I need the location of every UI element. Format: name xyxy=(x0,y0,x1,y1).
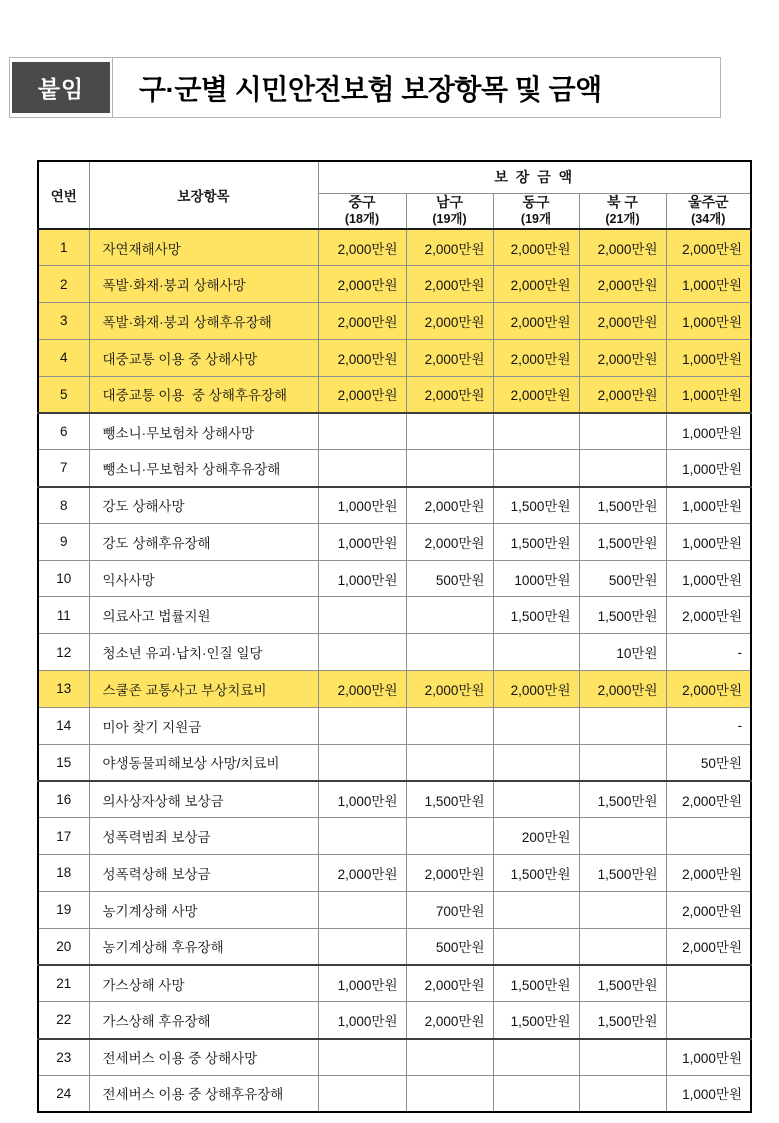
cell-amount-junggu xyxy=(318,634,406,671)
col-header-district-uljugun xyxy=(666,193,751,229)
cell-amount-donggu: 1,500만원 xyxy=(493,965,579,1002)
cell-amount-junggu xyxy=(318,1075,406,1112)
cell-row-number: 2 xyxy=(38,266,89,303)
cell-coverage-item: 미아 찾기 지원금 xyxy=(89,707,318,744)
cell-amount-bukgu: 10만원 xyxy=(579,634,666,671)
table-row xyxy=(38,413,751,450)
cell-amount-namgu xyxy=(406,744,493,781)
cell-coverage-item: 성폭력상해 보상금 xyxy=(89,855,318,892)
cell-row-number: 10 xyxy=(38,560,89,597)
cell-row-number: 5 xyxy=(38,376,89,413)
cell-amount-namgu: 2,000만원 xyxy=(406,339,493,376)
cell-amount-namgu xyxy=(406,1039,493,1076)
cell-amount-donggu xyxy=(493,928,579,965)
cell-coverage-item: 대중교통 이용 중 상해사망 xyxy=(89,339,318,376)
table-row xyxy=(38,671,751,708)
cell-row-number: 17 xyxy=(38,818,89,855)
cell-amount-junggu: 2,000만원 xyxy=(318,266,406,303)
cell-amount-namgu: 2,000만원 xyxy=(406,671,493,708)
district-count: (19개) xyxy=(432,211,467,226)
cell-row-number: 16 xyxy=(38,781,89,818)
cell-amount-junggu xyxy=(318,597,406,634)
table-row xyxy=(38,634,751,671)
cell-amount-bukgu: 1,500만원 xyxy=(579,597,666,634)
district-count: (18개) xyxy=(344,211,380,226)
table-row xyxy=(38,965,751,1002)
cell-amount-junggu: 2,000만원 xyxy=(318,376,406,413)
cell-row-number: 22 xyxy=(38,1002,89,1039)
cell-amount-namgu: 2,000만원 xyxy=(406,487,493,524)
district-name: 중구 xyxy=(348,194,376,211)
cell-row-number: 21 xyxy=(38,965,89,1002)
cell-amount-junggu: 1,000만원 xyxy=(318,965,406,1002)
cell-amount-donggu: 2,000만원 xyxy=(493,229,579,266)
cell-amount-namgu xyxy=(406,413,493,450)
col-header-item: 보장항목 xyxy=(89,161,318,229)
cell-amount-uljugun xyxy=(666,965,751,1002)
cell-amount-donggu: 1,500만원 xyxy=(493,597,579,634)
cell-amount-junggu: 2,000만원 xyxy=(318,855,406,892)
cell-coverage-item: 강도 상해사망 xyxy=(89,487,318,524)
attachment-badge: 붙임 xyxy=(12,62,110,113)
cell-row-number: 19 xyxy=(38,891,89,928)
cell-amount-namgu: 2,000만원 xyxy=(406,266,493,303)
cell-amount-bukgu: 500만원 xyxy=(579,560,666,597)
cell-amount-donggu: 2,000만원 xyxy=(493,303,579,340)
cell-amount-bukgu xyxy=(579,450,666,487)
cell-coverage-item: 폭발·화재·붕괴 상해후유장해 xyxy=(89,303,318,340)
cell-coverage-item: 의사상자상해 보상금 xyxy=(89,781,318,818)
cell-amount-donggu: 2,000만원 xyxy=(493,339,579,376)
cell-amount-namgu: 2,000만원 xyxy=(406,855,493,892)
cell-amount-uljugun: - xyxy=(666,707,751,744)
table-row xyxy=(38,891,751,928)
table-row xyxy=(38,1002,751,1039)
cell-amount-donggu: 1000만원 xyxy=(493,560,579,597)
col-header-no: 연번 xyxy=(38,161,89,229)
cell-amount-junggu xyxy=(318,744,406,781)
cell-amount-bukgu xyxy=(579,891,666,928)
cell-amount-donggu xyxy=(493,1075,579,1112)
district-count: (21개) xyxy=(605,211,640,226)
cell-row-number: 1 xyxy=(38,229,89,266)
cell-amount-uljugun: 1,000만원 xyxy=(666,450,751,487)
cell-amount-donggu xyxy=(493,413,579,450)
cell-amount-bukgu xyxy=(579,1075,666,1112)
cell-amount-donggu: 2,000만원 xyxy=(493,376,579,413)
col-header-district-junggu xyxy=(318,193,406,229)
cell-coverage-item: 강도 상해후유장해 xyxy=(89,523,318,560)
cell-amount-namgu: 500만원 xyxy=(406,928,493,965)
cell-coverage-item: 가스상해 후유장해 xyxy=(89,1002,318,1039)
cell-amount-bukgu: 1,500만원 xyxy=(579,781,666,818)
table-row xyxy=(38,487,751,524)
cell-row-number: 8 xyxy=(38,487,89,524)
table-row xyxy=(38,376,751,413)
cell-amount-bukgu xyxy=(579,707,666,744)
cell-amount-namgu xyxy=(406,634,493,671)
cell-amount-uljugun: 1,000만원 xyxy=(666,266,751,303)
cell-amount-uljugun xyxy=(666,818,751,855)
table-row xyxy=(38,707,751,744)
table-row xyxy=(38,855,751,892)
table-row xyxy=(38,339,751,376)
district-name: 울주군 xyxy=(687,194,729,211)
cell-amount-donggu xyxy=(493,744,579,781)
coverage-table-head xyxy=(38,161,751,229)
cell-amount-uljugun: 2,000만원 xyxy=(666,891,751,928)
cell-amount-junggu: 2,000만원 xyxy=(318,339,406,376)
cell-amount-namgu xyxy=(406,818,493,855)
cell-amount-uljugun: 1,000만원 xyxy=(666,1039,751,1076)
table-row xyxy=(38,744,751,781)
district-count: (34개) xyxy=(691,211,726,226)
table-row xyxy=(38,1075,751,1112)
table-row xyxy=(38,1039,751,1076)
table-row xyxy=(38,523,751,560)
cell-amount-namgu: 500만원 xyxy=(406,560,493,597)
cell-amount-bukgu: 1,500만원 xyxy=(579,855,666,892)
cell-amount-junggu xyxy=(318,450,406,487)
cell-amount-uljugun: 1,000만원 xyxy=(666,560,751,597)
cell-coverage-item: 폭발·화재·붕괴 상해사망 xyxy=(89,266,318,303)
cell-amount-bukgu xyxy=(579,1039,666,1076)
cell-amount-bukgu xyxy=(579,818,666,855)
cell-amount-uljugun: 2,000만원 xyxy=(666,597,751,634)
cell-amount-uljugun: 1,000만원 xyxy=(666,487,751,524)
cell-amount-junggu xyxy=(318,1039,406,1076)
cell-coverage-item: 가스상해 사망 xyxy=(89,965,318,1002)
cell-coverage-item: 농기계상해 사망 xyxy=(89,891,318,928)
cell-amount-bukgu: 2,000만원 xyxy=(579,229,666,266)
cell-amount-uljugun: 2,000만원 xyxy=(666,855,751,892)
cell-amount-donggu: 200만원 xyxy=(493,818,579,855)
cell-coverage-item: 야생동물피해보상 사망/치료비 xyxy=(89,744,318,781)
cell-amount-donggu xyxy=(493,1039,579,1076)
cell-amount-junggu: 1,000만원 xyxy=(318,523,406,560)
cell-amount-donggu: 2,000만원 xyxy=(493,266,579,303)
col-header-district-bukgu xyxy=(579,193,666,229)
cell-coverage-item: 스쿨존 교통사고 부상치료비 xyxy=(89,671,318,708)
cell-amount-junggu xyxy=(318,707,406,744)
cell-amount-namgu: 2,000만원 xyxy=(406,1002,493,1039)
cell-amount-uljugun: 2,000만원 xyxy=(666,229,751,266)
district-name: 남구 xyxy=(435,194,464,211)
cell-amount-donggu xyxy=(493,781,579,818)
col-header-district-donggu xyxy=(493,193,579,229)
cell-amount-uljugun: 1,000만원 xyxy=(666,523,751,560)
cell-row-number: 12 xyxy=(38,634,89,671)
cell-coverage-item: 의료사고 법률지원 xyxy=(89,597,318,634)
table-row xyxy=(38,303,751,340)
cell-amount-junggu xyxy=(318,818,406,855)
cell-coverage-item: 성폭력범죄 보상금 xyxy=(89,818,318,855)
cell-row-number: 7 xyxy=(38,450,89,487)
cell-amount-uljugun: 50만원 xyxy=(666,744,751,781)
cell-row-number: 20 xyxy=(38,928,89,965)
cell-amount-namgu: 2,000만원 xyxy=(406,376,493,413)
document-title: 구·군별 시민안전보험 보장항목 및 금액 xyxy=(112,58,720,117)
cell-amount-bukgu: 1,500만원 xyxy=(579,523,666,560)
cell-amount-uljugun: - xyxy=(666,634,751,671)
cell-coverage-item: 전세버스 이용 중 상해후유장해 xyxy=(89,1075,318,1112)
cell-amount-namgu xyxy=(406,707,493,744)
cell-amount-uljugun: 1,000만원 xyxy=(666,376,751,413)
cell-amount-namgu: 700만원 xyxy=(406,891,493,928)
cell-row-number: 14 xyxy=(38,707,89,744)
cell-coverage-item: 청소년 유괴·납치·인질 일당 xyxy=(89,634,318,671)
cell-amount-bukgu: 2,000만원 xyxy=(579,339,666,376)
cell-amount-uljugun: 1,000만원 xyxy=(666,413,751,450)
district-count: (19개 xyxy=(520,211,552,226)
cell-amount-bukgu: 2,000만원 xyxy=(579,266,666,303)
cell-amount-junggu: 1,000만원 xyxy=(318,487,406,524)
cell-coverage-item: 자연재해사망 xyxy=(89,229,318,266)
cell-amount-junggu: 1,000만원 xyxy=(318,560,406,597)
cell-amount-bukgu xyxy=(579,413,666,450)
table-row xyxy=(38,229,751,266)
cell-amount-donggu: 1,500만원 xyxy=(493,487,579,524)
coverage-table-body xyxy=(38,229,751,1112)
cell-row-number: 18 xyxy=(38,855,89,892)
cell-amount-bukgu: 1,500만원 xyxy=(579,487,666,524)
cell-row-number: 11 xyxy=(38,597,89,634)
table-row xyxy=(38,560,751,597)
cell-amount-bukgu xyxy=(579,928,666,965)
cell-amount-uljugun: 2,000만원 xyxy=(666,671,751,708)
cell-coverage-item: 전세버스 이용 중 상해사망 xyxy=(89,1039,318,1076)
cell-amount-uljugun: 2,000만원 xyxy=(666,781,751,818)
cell-amount-junggu xyxy=(318,928,406,965)
table-row xyxy=(38,781,751,818)
cell-amount-donggu: 1,500만원 xyxy=(493,523,579,560)
cell-amount-junggu: 2,000만원 xyxy=(318,671,406,708)
cell-amount-junggu: 1,000만원 xyxy=(318,781,406,818)
cell-amount-bukgu xyxy=(579,744,666,781)
coverage-table xyxy=(37,160,752,1113)
district-name: 북 구 xyxy=(607,194,638,211)
header-row-group xyxy=(38,161,751,193)
cell-amount-donggu xyxy=(493,891,579,928)
cell-amount-donggu xyxy=(493,450,579,487)
cell-amount-bukgu: 2,000만원 xyxy=(579,376,666,413)
table-row xyxy=(38,450,751,487)
cell-amount-bukgu: 1,500만원 xyxy=(579,1002,666,1039)
cell-amount-uljugun: 1,000만원 xyxy=(666,1075,751,1112)
cell-coverage-item: 대중교통 이용 중 상해후유장해 xyxy=(89,376,318,413)
cell-amount-uljugun xyxy=(666,1002,751,1039)
cell-amount-namgu xyxy=(406,597,493,634)
table-row xyxy=(38,266,751,303)
cell-row-number: 24 xyxy=(38,1075,89,1112)
cell-amount-namgu: 2,000만원 xyxy=(406,523,493,560)
cell-coverage-item: 뺑소니·무보험차 상해사망 xyxy=(89,413,318,450)
cell-amount-namgu: 2,000만원 xyxy=(406,303,493,340)
cell-amount-uljugun: 1,000만원 xyxy=(666,303,751,340)
cell-amount-namgu xyxy=(406,450,493,487)
cell-amount-namgu: 1,500만원 xyxy=(406,781,493,818)
cell-row-number: 9 xyxy=(38,523,89,560)
cell-coverage-item: 농기계상해 후유장해 xyxy=(89,928,318,965)
cell-amount-uljugun: 2,000만원 xyxy=(666,928,751,965)
cell-amount-uljugun: 1,000만원 xyxy=(666,339,751,376)
cell-amount-junggu: 1,000만원 xyxy=(318,1002,406,1039)
cell-amount-namgu: 2,000만원 xyxy=(406,229,493,266)
cell-amount-donggu: 1,500만원 xyxy=(493,855,579,892)
cell-amount-namgu xyxy=(406,1075,493,1112)
table-row xyxy=(38,928,751,965)
table-row xyxy=(38,597,751,634)
table-row xyxy=(38,818,751,855)
cell-amount-junggu xyxy=(318,413,406,450)
col-header-amount-group: 보 장 금 액 xyxy=(318,161,751,193)
cell-amount-bukgu: 2,000만원 xyxy=(579,303,666,340)
cell-amount-donggu xyxy=(493,707,579,744)
cell-amount-bukgu: 2,000만원 xyxy=(579,671,666,708)
cell-amount-junggu xyxy=(318,891,406,928)
cell-row-number: 6 xyxy=(38,413,89,450)
cell-amount-namgu: 2,000만원 xyxy=(406,965,493,1002)
district-name: 동구 xyxy=(522,194,550,211)
cell-row-number: 4 xyxy=(38,339,89,376)
cell-amount-donggu: 1,500만원 xyxy=(493,1002,579,1039)
cell-amount-donggu xyxy=(493,634,579,671)
cell-coverage-item: 익사사망 xyxy=(89,560,318,597)
cell-row-number: 15 xyxy=(38,744,89,781)
cell-row-number: 23 xyxy=(38,1039,89,1076)
cell-amount-bukgu: 1,500만원 xyxy=(579,965,666,1002)
col-header-district-namgu xyxy=(406,193,493,229)
attachment-header xyxy=(9,57,721,118)
cell-amount-junggu: 2,000만원 xyxy=(318,229,406,266)
cell-row-number: 3 xyxy=(38,303,89,340)
cell-row-number: 13 xyxy=(38,671,89,708)
cell-coverage-item: 뺑소니·무보험차 상해후유장해 xyxy=(89,450,318,487)
cell-amount-donggu: 2,000만원 xyxy=(493,671,579,708)
cell-amount-junggu: 2,000만원 xyxy=(318,303,406,340)
